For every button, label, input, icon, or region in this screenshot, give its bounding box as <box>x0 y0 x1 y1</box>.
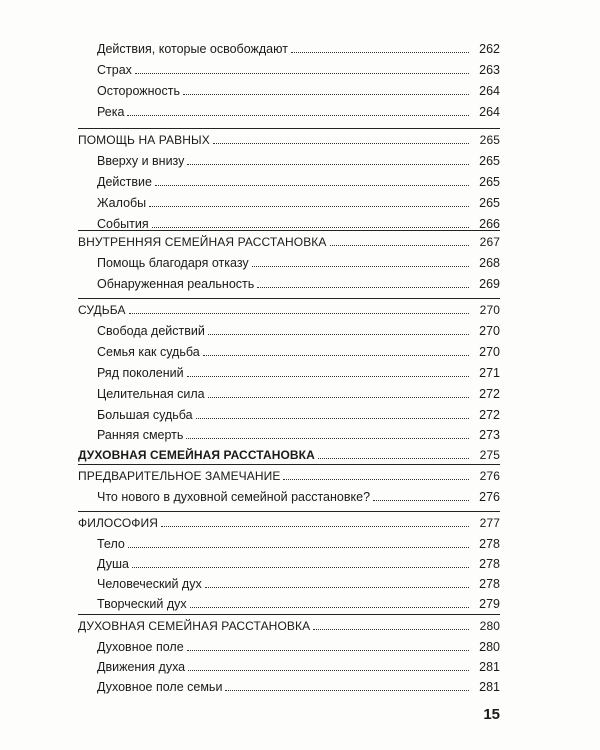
toc-entry[interactable] <box>97 252 500 270</box>
toc-section-heading[interactable] <box>78 231 500 249</box>
toc-entry-title: Духовное поле <box>97 640 184 654</box>
toc-entry-page: 262 <box>479 42 500 56</box>
toc-entry-title: Действия, которые освобождают <box>97 42 288 56</box>
toc-entry-title: Действие <box>97 175 152 189</box>
toc-entry[interactable] <box>97 341 500 359</box>
toc-entry-page: 265 <box>479 154 500 168</box>
toc-entry[interactable] <box>97 150 500 168</box>
toc-entry[interactable] <box>97 533 500 551</box>
dot-leader <box>190 607 469 608</box>
toc-entry-page: 273 <box>479 428 500 442</box>
toc-section-heading[interactable] <box>78 129 500 147</box>
toc-entry-page: 276 <box>479 469 500 483</box>
page-number: 15 <box>483 706 500 723</box>
toc-entry-title: События <box>97 217 149 231</box>
toc-entry-title: ДУХОВНАЯ СЕМЕЙНАЯ РАССТАНОВКА <box>78 619 311 633</box>
toc-entry-page: 281 <box>479 660 500 674</box>
toc-entry-page: 275 <box>479 448 500 462</box>
dot-leader <box>188 670 469 671</box>
toc-entry-title: Ряд поколений <box>97 366 184 380</box>
toc-entry[interactable] <box>97 59 500 77</box>
toc-entry-page: 272 <box>479 408 500 422</box>
toc-entry[interactable] <box>97 362 500 380</box>
toc-entry-title: Помощь благодаря отказу <box>97 256 249 270</box>
dot-leader <box>155 185 469 186</box>
toc-entry-title: Жалобы <box>97 196 147 210</box>
dot-leader <box>257 287 469 288</box>
toc-entry-page: 265 <box>479 196 500 210</box>
toc-entry[interactable] <box>97 573 500 591</box>
toc-section-heading[interactable] <box>78 465 500 483</box>
toc-entry[interactable] <box>97 486 500 504</box>
toc-entry-title: Духовное поле семьи <box>97 680 223 694</box>
dot-leader <box>203 355 469 356</box>
toc-entry-title: Семья как судьба <box>97 345 200 359</box>
toc-entry[interactable] <box>97 213 500 231</box>
toc-entry[interactable] <box>97 80 500 98</box>
toc-entry-title: ФИЛОСОФИЯ <box>78 516 159 530</box>
toc-entry-title: Страх <box>97 63 132 77</box>
dot-leader <box>161 526 469 527</box>
toc-entry-page: 277 <box>479 516 500 530</box>
toc-entry[interactable] <box>97 171 500 189</box>
toc-entry-page: 264 <box>479 84 500 98</box>
dot-leader <box>127 115 469 116</box>
toc-entry[interactable] <box>97 101 500 119</box>
dot-leader <box>183 94 469 95</box>
toc-entry[interactable] <box>97 320 500 338</box>
dot-leader <box>373 500 469 501</box>
dot-leader <box>187 164 469 165</box>
dot-leader <box>152 227 469 228</box>
dot-leader <box>213 143 469 144</box>
toc-entry-page: 281 <box>479 680 500 694</box>
dot-leader <box>313 629 469 630</box>
toc-entry[interactable] <box>97 424 500 442</box>
toc-section-heading[interactable] <box>78 512 500 530</box>
toc-entry-page: 272 <box>479 387 500 401</box>
dot-leader <box>132 567 469 568</box>
toc-entry-page: 280 <box>479 619 500 633</box>
dot-leader <box>149 206 469 207</box>
toc-entry-page: 278 <box>479 537 500 551</box>
toc-entry-page: 268 <box>479 256 500 270</box>
dot-leader <box>187 376 469 377</box>
dot-leader <box>135 73 469 74</box>
toc-entry-page: 267 <box>479 235 500 249</box>
toc-entry[interactable] <box>97 38 500 56</box>
toc-entry-title: Целительная сила <box>97 387 205 401</box>
toc-entry[interactable] <box>97 593 500 611</box>
toc-entry-page: 269 <box>479 277 500 291</box>
toc-section-heading[interactable] <box>78 615 500 633</box>
toc-entry-page: 278 <box>479 577 500 591</box>
toc-section-heading[interactable] <box>78 299 500 317</box>
toc-entry-title: Осторожность <box>97 84 180 98</box>
toc-entry-title: Свобода действий <box>97 324 205 338</box>
toc-entry-title: ПОМОЩЬ НА РАВНЫХ <box>78 133 210 147</box>
toc-entry-title: Тело <box>97 537 125 551</box>
dot-leader <box>283 479 469 480</box>
toc-entry-title: ДУХОВНАЯ СЕМЕЙНАЯ РАССТАНОВКА <box>78 448 315 462</box>
toc-entry-title: Душа <box>97 557 129 571</box>
toc-entry[interactable] <box>97 404 500 422</box>
toc-entry-title: Ранняя смерть <box>97 428 184 442</box>
toc-entry[interactable] <box>97 656 500 674</box>
toc-entry-page: 271 <box>479 366 500 380</box>
dot-leader <box>318 458 469 459</box>
dot-leader <box>252 266 469 267</box>
toc-entry-page: 264 <box>479 105 500 119</box>
toc-entry-page: 280 <box>479 640 500 654</box>
toc-entry-title: СУДЬБА <box>78 303 126 317</box>
dot-leader <box>208 397 469 398</box>
toc-entry[interactable] <box>97 273 500 291</box>
toc-entry[interactable] <box>97 192 500 210</box>
dot-leader <box>196 418 469 419</box>
toc-entry-title: ВНУТРЕННЯЯ СЕМЕЙНАЯ РАССТАНОВКА <box>78 235 327 249</box>
toc-entry-title: Творческий дух <box>97 597 187 611</box>
toc-entry[interactable] <box>97 676 500 694</box>
dot-leader <box>128 547 469 548</box>
toc-entry-title: Движения духа <box>97 660 186 674</box>
dot-leader <box>186 438 469 439</box>
toc-entry-title: Что нового в духовной семейной расстановке? <box>97 490 371 504</box>
toc-entry-title: Большая судьба <box>97 408 193 422</box>
dot-leader <box>208 334 469 335</box>
toc-entry-page: 278 <box>479 557 500 571</box>
dot-leader <box>225 690 469 691</box>
toc-entry[interactable] <box>97 553 500 571</box>
toc-entry-page: 270 <box>479 324 500 338</box>
dot-leader <box>330 245 469 246</box>
toc-entry-title: Вверху и внизу <box>97 154 185 168</box>
toc-entry-page: 279 <box>479 597 500 611</box>
toc-part-heading[interactable] <box>78 444 500 462</box>
dot-leader <box>291 52 469 53</box>
toc-entry-title: Человеческий дух <box>97 577 202 591</box>
toc-entry-page: 270 <box>479 345 500 359</box>
toc-entry-page: 265 <box>479 175 500 189</box>
toc-entry-title: ПРЕДВАРИТЕЛЬНОЕ ЗАМЕЧАНИЕ <box>78 469 281 483</box>
toc-entry[interactable] <box>97 636 500 654</box>
toc-entry-title: Обнаруженная реальность <box>97 277 255 291</box>
dot-leader <box>205 587 469 588</box>
toc-entry-page: 263 <box>479 63 500 77</box>
toc-entry-page: 266 <box>479 217 500 231</box>
toc-entry-title: Река <box>97 105 125 119</box>
dot-leader <box>129 313 469 314</box>
toc-entry-page: 276 <box>479 490 500 504</box>
toc-entry-page: 270 <box>479 303 500 317</box>
dot-leader <box>187 650 469 651</box>
toc-entry[interactable] <box>97 383 500 401</box>
toc-entry-page: 265 <box>479 133 500 147</box>
